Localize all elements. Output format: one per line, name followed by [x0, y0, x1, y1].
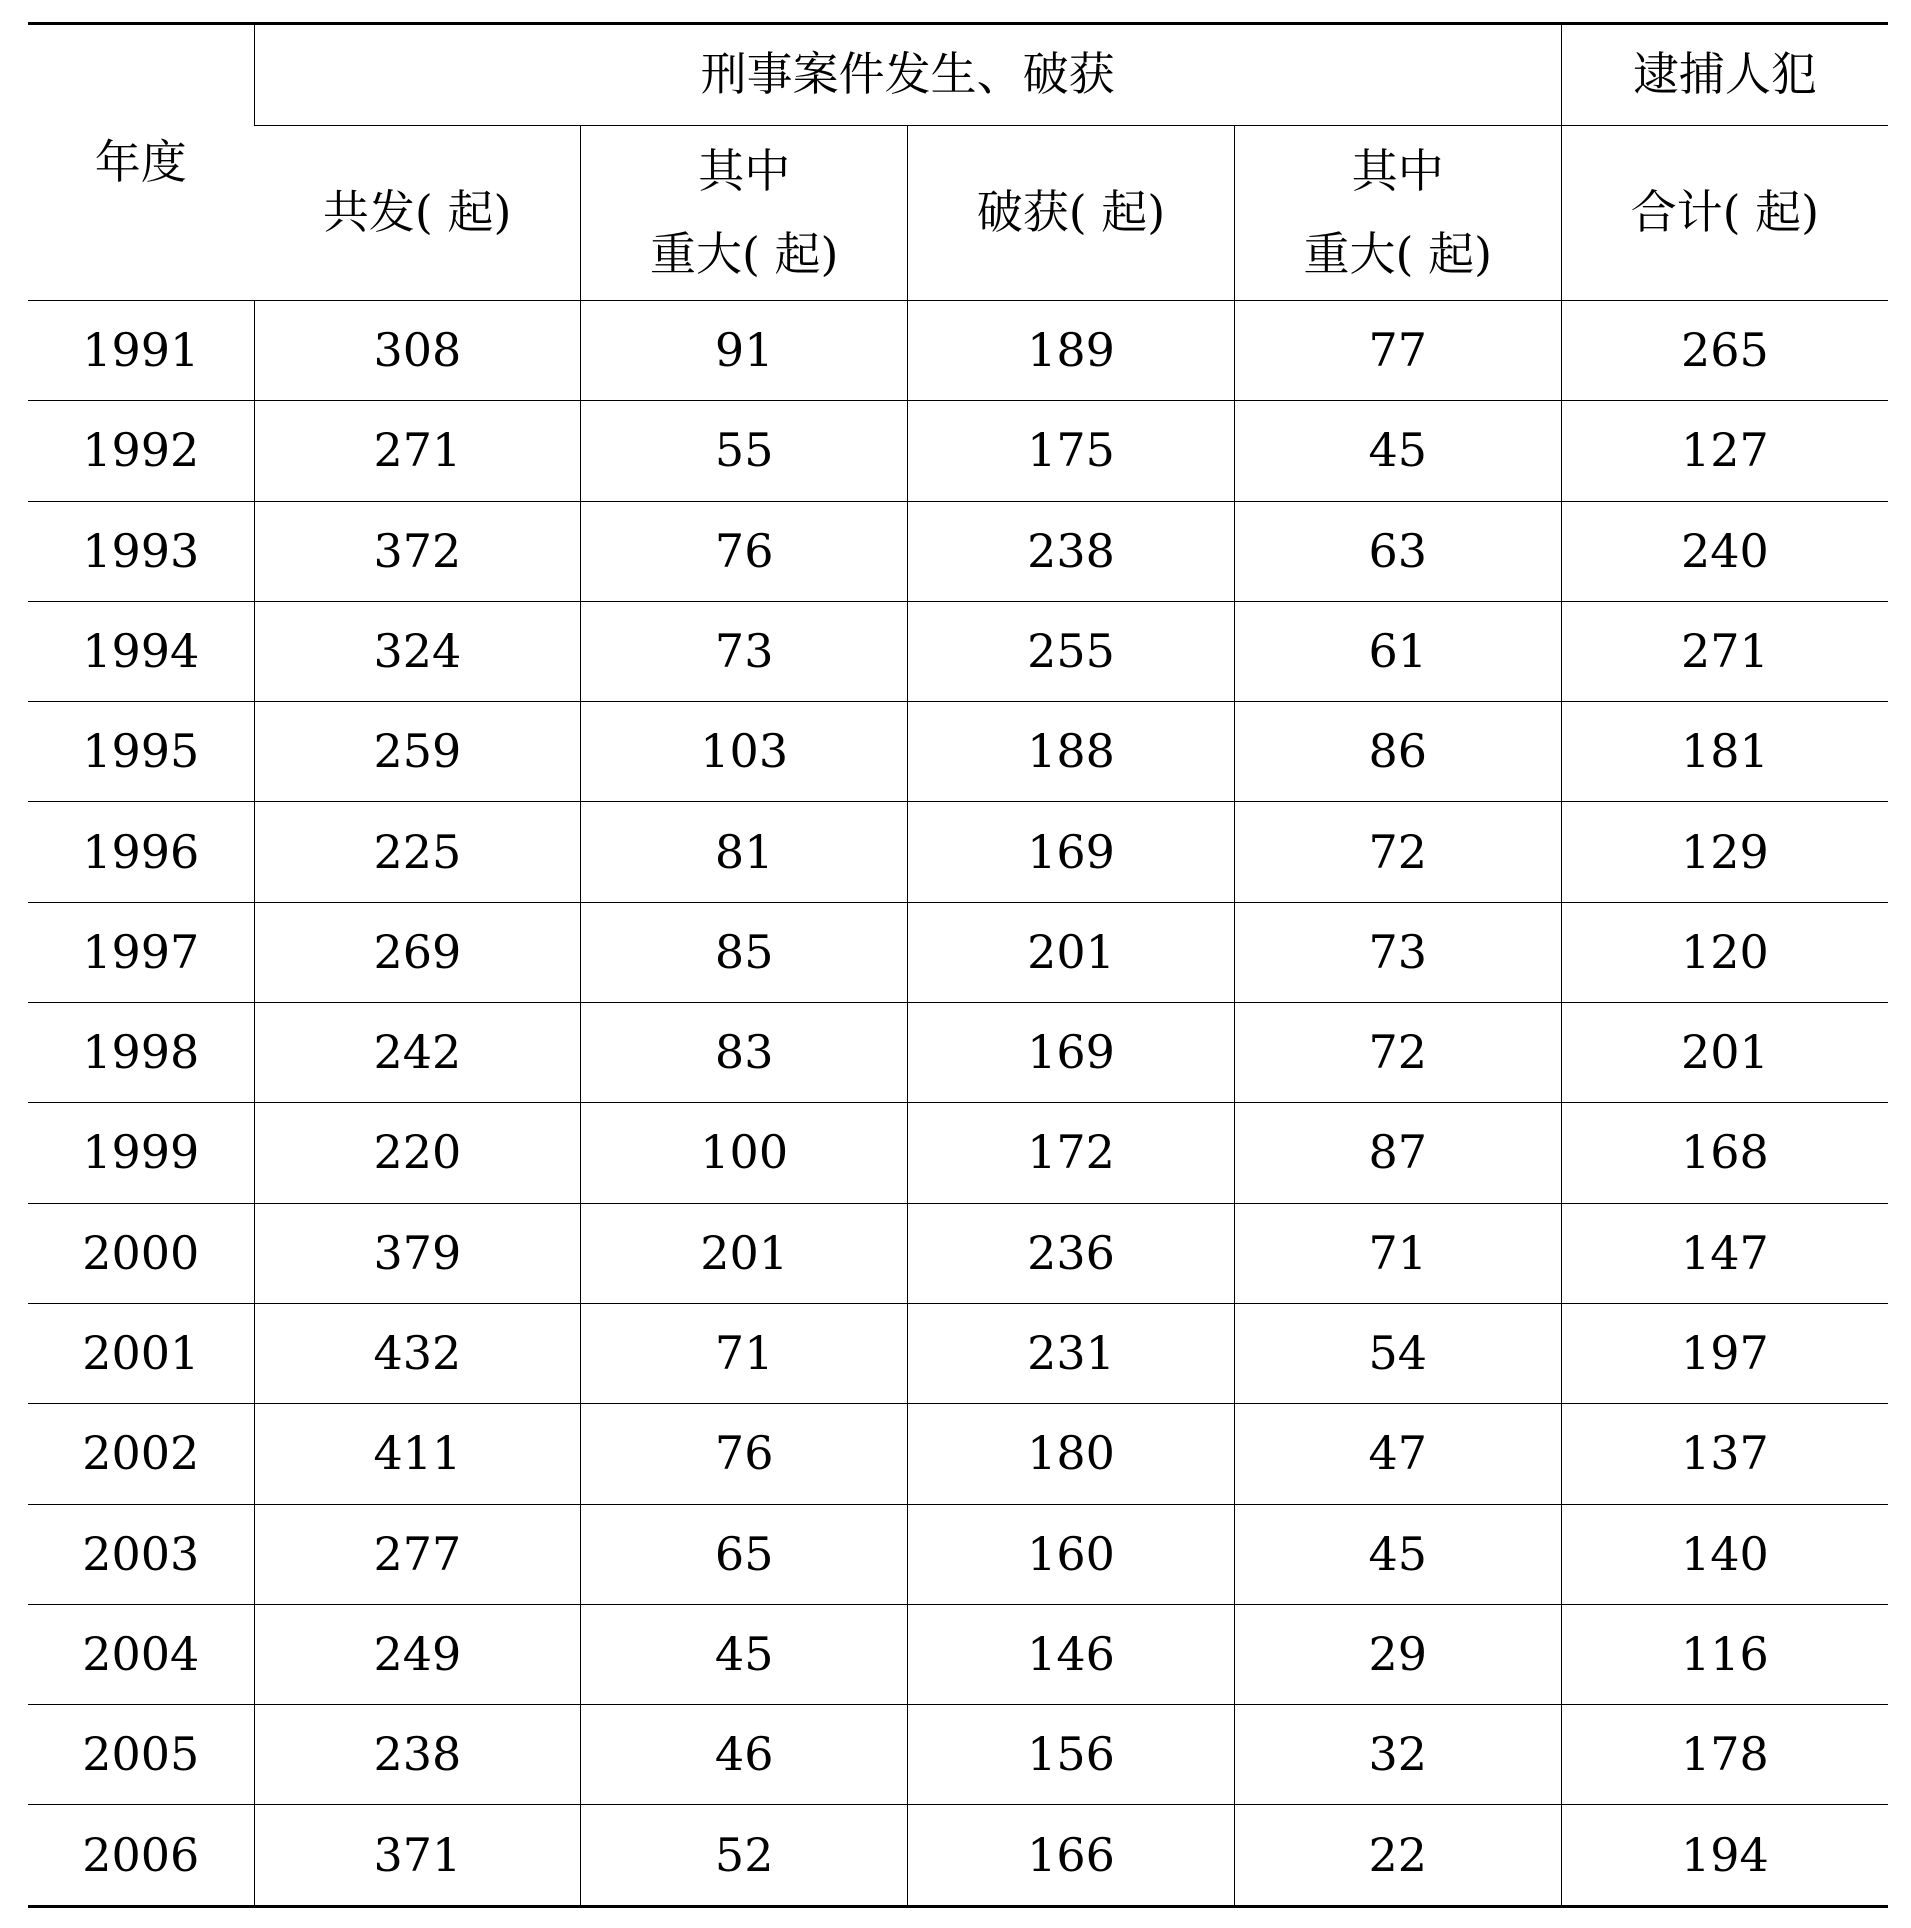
cell-year: 2002 [28, 1404, 254, 1504]
cell-total: 249 [254, 1604, 581, 1704]
table-row [28, 601, 1888, 701]
cell-major: 55 [581, 401, 908, 501]
cell-major: 46 [581, 1705, 908, 1805]
cell-major-solved: 61 [1234, 601, 1561, 701]
cell-major-solved: 87 [1234, 1103, 1561, 1203]
cell-year: 2000 [28, 1203, 254, 1303]
cell-total: 277 [254, 1504, 581, 1604]
cell-solved: 231 [908, 1303, 1235, 1403]
cell-total: 238 [254, 1705, 581, 1805]
cell-arrests: 178 [1561, 1705, 1888, 1805]
cell-major: 91 [581, 301, 908, 401]
table-row [28, 1103, 1888, 1203]
cell-major-solved: 45 [1234, 1504, 1561, 1604]
cell-year: 1993 [28, 501, 254, 601]
cell-year: 1994 [28, 601, 254, 701]
cell-major-solved: 86 [1234, 702, 1561, 802]
header-arrest-total: 合计( 起) [1561, 126, 1888, 301]
cell-total: 432 [254, 1303, 581, 1403]
cell-year: 2006 [28, 1805, 254, 1906]
table-row [28, 401, 1888, 501]
cell-major-solved: 22 [1234, 1805, 1561, 1906]
cell-major-solved: 63 [1234, 501, 1561, 601]
cell-total: 220 [254, 1103, 581, 1203]
header-group-cases: 刑事案件发生、破获 [254, 24, 1561, 126]
cell-solved: 175 [908, 401, 1235, 501]
cell-total: 242 [254, 1003, 581, 1103]
cell-total: 324 [254, 601, 581, 701]
cell-arrests: 129 [1561, 802, 1888, 902]
header-major-solved-line1: 其中 [1351, 144, 1444, 199]
cell-solved: 169 [908, 1003, 1235, 1103]
cell-major-solved: 29 [1234, 1604, 1561, 1704]
cell-solved: 169 [908, 802, 1235, 902]
cell-major-solved: 72 [1234, 802, 1561, 902]
cell-total: 411 [254, 1404, 581, 1504]
table-row [28, 1003, 1888, 1103]
cell-major: 71 [581, 1303, 908, 1403]
header-major-cases [581, 126, 908, 301]
cell-arrests: 168 [1561, 1103, 1888, 1203]
cell-total: 269 [254, 902, 581, 1002]
cell-year: 1995 [28, 702, 254, 802]
cell-total: 379 [254, 1203, 581, 1303]
table-row [28, 1705, 1888, 1805]
cell-major: 85 [581, 902, 908, 1002]
cell-major: 73 [581, 601, 908, 701]
table-header [28, 24, 1888, 301]
cell-year: 1998 [28, 1003, 254, 1103]
cell-major: 100 [581, 1103, 908, 1203]
table-row [28, 802, 1888, 902]
header-major-solved-line2: 重大( 起) [1303, 227, 1493, 281]
cell-total: 372 [254, 501, 581, 601]
cell-total: 259 [254, 702, 581, 802]
cell-arrests: 147 [1561, 1203, 1888, 1303]
cell-arrests: 140 [1561, 1504, 1888, 1604]
header-row-group [28, 24, 1888, 126]
table-row [28, 501, 1888, 601]
cell-total: 271 [254, 401, 581, 501]
cell-year: 1999 [28, 1103, 254, 1203]
cell-major-solved: 73 [1234, 902, 1561, 1002]
cell-year: 1992 [28, 401, 254, 501]
cell-arrests: 194 [1561, 1805, 1888, 1906]
cell-solved: 166 [908, 1805, 1235, 1906]
cell-solved: 238 [908, 501, 1235, 601]
table-body [28, 301, 1888, 1907]
table-row [28, 1203, 1888, 1303]
cell-solved: 180 [908, 1404, 1235, 1504]
cell-solved: 236 [908, 1203, 1235, 1303]
table-row [28, 902, 1888, 1002]
cell-major: 76 [581, 1404, 908, 1504]
header-solved-cases: 破获( 起) [908, 126, 1235, 301]
cell-solved: 146 [908, 1604, 1235, 1704]
cell-arrests: 271 [1561, 601, 1888, 701]
table-row [28, 702, 1888, 802]
cell-solved: 201 [908, 902, 1235, 1002]
cell-major: 52 [581, 1805, 908, 1906]
cell-major-solved: 47 [1234, 1404, 1561, 1504]
cell-solved: 188 [908, 702, 1235, 802]
cell-total: 308 [254, 301, 581, 401]
cell-total: 371 [254, 1805, 581, 1906]
cell-major: 83 [581, 1003, 908, 1103]
cell-year: 2004 [28, 1604, 254, 1704]
cell-arrests: 181 [1561, 702, 1888, 802]
cell-major-solved: 45 [1234, 401, 1561, 501]
cell-major-solved: 77 [1234, 301, 1561, 401]
cell-total: 225 [254, 802, 581, 902]
cell-arrests: 240 [1561, 501, 1888, 601]
cell-year: 1991 [28, 301, 254, 401]
cell-arrests: 127 [1561, 401, 1888, 501]
cell-year: 2003 [28, 1504, 254, 1604]
cell-major: 103 [581, 702, 908, 802]
cell-major-solved: 54 [1234, 1303, 1561, 1403]
header-year: 年度 [28, 24, 254, 301]
cell-major: 45 [581, 1604, 908, 1704]
cell-solved: 172 [908, 1103, 1235, 1203]
cell-arrests: 197 [1561, 1303, 1888, 1403]
cell-year: 2001 [28, 1303, 254, 1403]
cell-year: 1996 [28, 802, 254, 902]
cell-major: 201 [581, 1203, 908, 1303]
table-row [28, 1404, 1888, 1504]
header-total-cases: 共发( 起) [254, 126, 581, 301]
header-group-arrests: 逮捕人犯 [1561, 24, 1888, 126]
table-row [28, 1604, 1888, 1704]
cell-arrests: 120 [1561, 902, 1888, 1002]
cell-major: 76 [581, 501, 908, 601]
cell-solved: 156 [908, 1705, 1235, 1805]
cell-year: 1997 [28, 902, 254, 1002]
cell-solved: 255 [908, 601, 1235, 701]
header-row-columns [28, 126, 1888, 301]
cell-major: 81 [581, 802, 908, 902]
cell-major-solved: 72 [1234, 1003, 1561, 1103]
table-row [28, 301, 1888, 401]
cell-solved: 189 [908, 301, 1235, 401]
crime-statistics-table [28, 22, 1888, 1908]
table-row [28, 1805, 1888, 1906]
cell-solved: 160 [908, 1504, 1235, 1604]
header-major-cases-line2: 重大( 起) [649, 227, 839, 281]
cell-major-solved: 71 [1234, 1203, 1561, 1303]
header-major-solved [1234, 126, 1561, 301]
cell-arrests: 201 [1561, 1003, 1888, 1103]
cell-major-solved: 32 [1234, 1705, 1561, 1805]
header-major-cases-line1: 其中 [698, 144, 791, 199]
table-row [28, 1504, 1888, 1604]
table-row [28, 1303, 1888, 1403]
cell-arrests: 265 [1561, 301, 1888, 401]
cell-arrests: 116 [1561, 1604, 1888, 1704]
cell-major: 65 [581, 1504, 908, 1604]
cell-year: 2005 [28, 1705, 254, 1805]
cell-arrests: 137 [1561, 1404, 1888, 1504]
